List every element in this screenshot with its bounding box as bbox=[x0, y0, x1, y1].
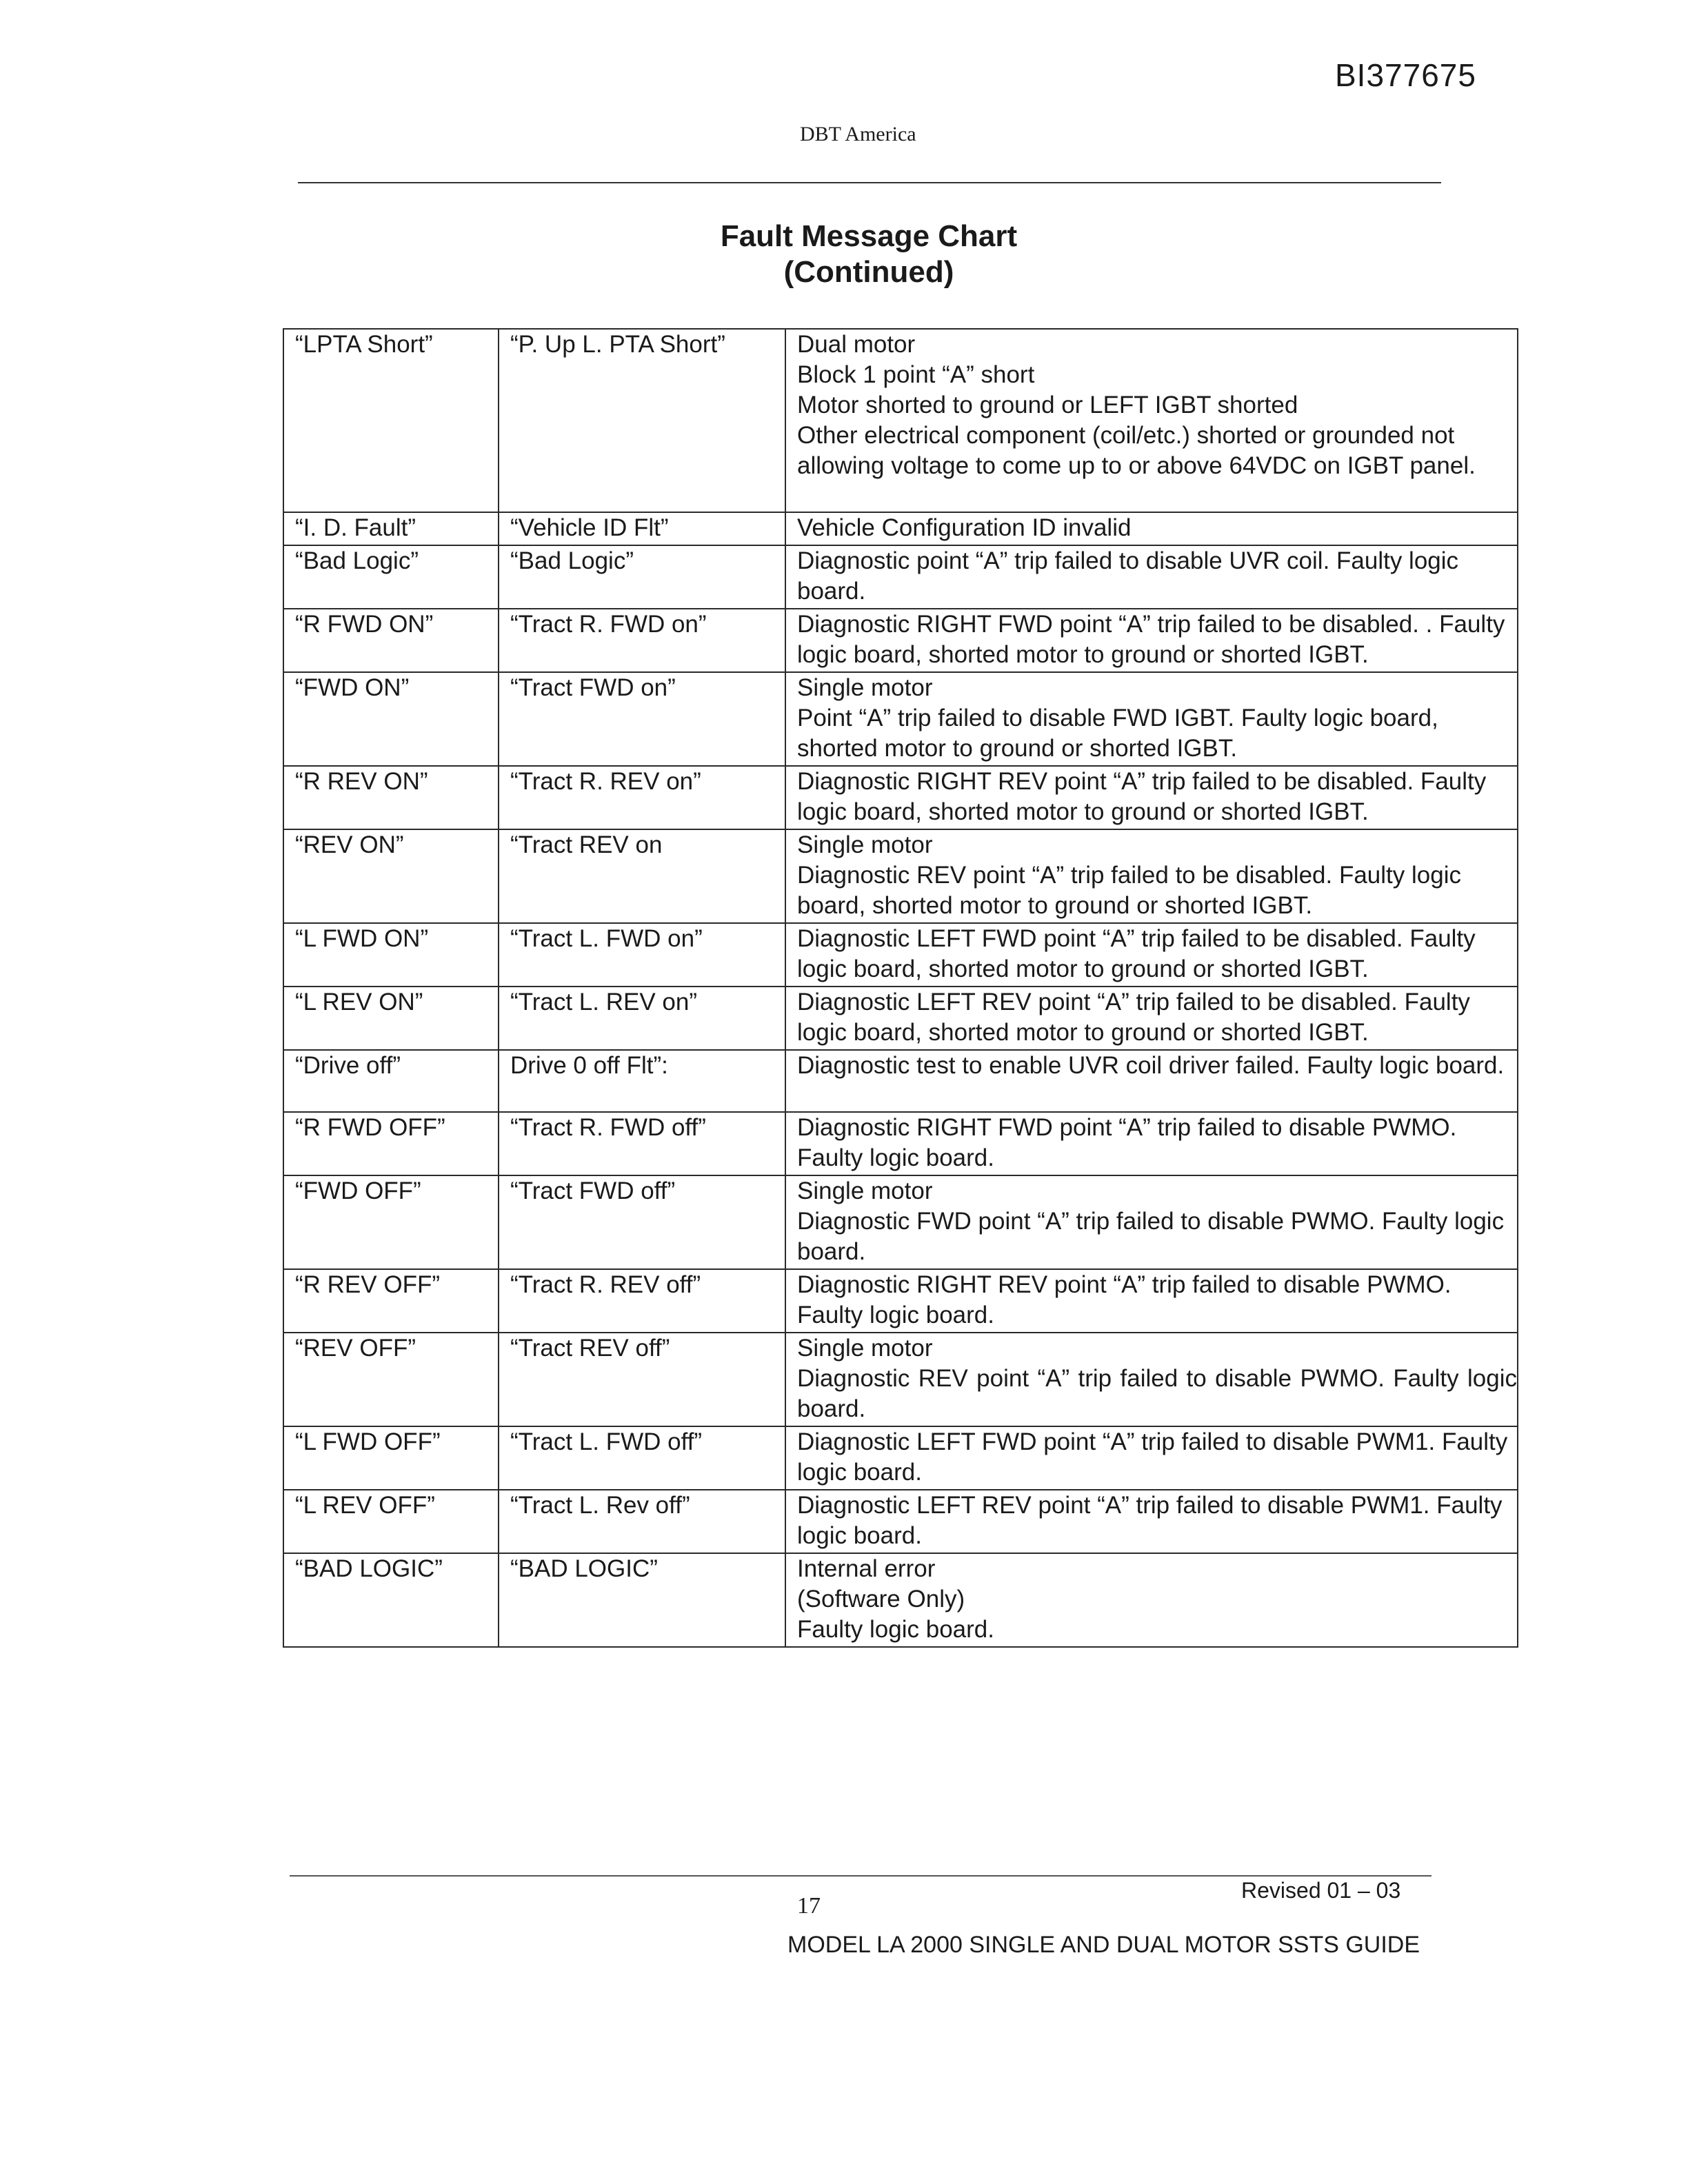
table-row bbox=[283, 1426, 1518, 1490]
display-message-cell: “LPTA Short” bbox=[283, 329, 499, 512]
footer-divider bbox=[290, 1875, 1431, 1877]
table-row bbox=[283, 987, 1518, 1050]
display-message-cell: “Bad Logic” bbox=[283, 545, 499, 609]
table-row bbox=[283, 1050, 1518, 1112]
display-message-cell: “L FWD OFF” bbox=[283, 1426, 499, 1490]
fault-name-cell: Drive 0 off Flt”: bbox=[499, 1050, 785, 1112]
table-row bbox=[283, 923, 1518, 987]
display-message-cell: “REV OFF” bbox=[283, 1333, 499, 1426]
table-row bbox=[283, 672, 1518, 766]
fault-name-cell: “Tract REV off” bbox=[499, 1333, 785, 1426]
fault-name-cell: “Tract L. FWD on” bbox=[499, 923, 785, 987]
description-cell: Single motor Diagnostic REV point “A” trip failed to be disabled. Faulty logic board, shorted motor to ground or shorted IGBT. bbox=[785, 829, 1518, 923]
fault-name-cell: “Tract FWD off” bbox=[499, 1175, 785, 1269]
description-cell: Diagnostic LEFT FWD point “A” trip failed to disable PWM1. Faulty logic board. bbox=[785, 1426, 1518, 1490]
display-message-cell: “R FWD OFF” bbox=[283, 1112, 499, 1175]
description-cell: Diagnostic LEFT REV point “A” trip failed to be disabled. Faulty logic board, shorted motor to ground or shorted IGBT. bbox=[785, 987, 1518, 1050]
fault-name-cell: “Tract L. Rev off” bbox=[499, 1490, 785, 1553]
description-cell: Diagnostic RIGHT REV point “A” trip failed to be disabled. Faulty logic board, shorted motor to ground or shorted IGBT. bbox=[785, 766, 1518, 829]
table-row bbox=[283, 829, 1518, 923]
fault-name-cell: “Tract L. FWD off” bbox=[499, 1426, 785, 1490]
table-row bbox=[283, 1269, 1518, 1333]
header-divider bbox=[298, 182, 1441, 183]
fault-name-cell: “Tract R. REV off” bbox=[499, 1269, 785, 1333]
table-row bbox=[283, 545, 1518, 609]
display-message-cell: “REV ON” bbox=[283, 829, 499, 923]
display-message-cell: “R REV OFF” bbox=[283, 1269, 499, 1333]
description-cell: Diagnostic RIGHT FWD point “A” trip failed to disable PWMO. Faulty logic board. bbox=[785, 1112, 1518, 1175]
display-message-cell: “L REV ON” bbox=[283, 987, 499, 1050]
description-cell: Diagnostic RIGHT REV point “A” trip failed to disable PWMO. Faulty logic board. bbox=[785, 1269, 1518, 1333]
fault-table-body bbox=[283, 329, 1518, 1647]
display-message-cell: “R REV ON” bbox=[283, 766, 499, 829]
fault-name-cell: “BAD LOGIC” bbox=[499, 1553, 785, 1647]
page-number: 17 bbox=[797, 1893, 821, 1919]
table-row bbox=[283, 609, 1518, 672]
table-row bbox=[283, 512, 1518, 545]
display-message-cell: “BAD LOGIC” bbox=[283, 1553, 499, 1647]
fault-name-cell: “P. Up L. PTA Short” bbox=[499, 329, 785, 512]
table-row bbox=[283, 766, 1518, 829]
fault-name-cell: “Vehicle ID Flt” bbox=[499, 512, 785, 545]
fault-name-cell: “Tract R. FWD on” bbox=[499, 609, 785, 672]
display-message-cell: “L REV OFF” bbox=[283, 1490, 499, 1553]
fault-name-cell: “Tract L. REV on” bbox=[499, 987, 785, 1050]
guide-title: MODEL LA 2000 SINGLE AND DUAL MOTOR SSTS GUIDE bbox=[787, 1932, 1420, 1958]
table-row bbox=[283, 1175, 1518, 1269]
display-message-cell: “I. D. Fault” bbox=[283, 512, 499, 545]
display-message-cell: “FWD OFF” bbox=[283, 1175, 499, 1269]
description-cell: Diagnostic LEFT REV point “A” trip failed to disable PWM1. Faulty logic board. bbox=[785, 1490, 1518, 1553]
description-cell: Vehicle Configuration ID invalid bbox=[785, 512, 1518, 545]
description-cell: Internal error (Software Only) Faulty logic board. bbox=[785, 1553, 1518, 1647]
display-message-cell: “Drive off” bbox=[283, 1050, 499, 1112]
document-id: BI377675 bbox=[1335, 57, 1476, 93]
description-cell: Diagnostic RIGHT FWD point “A” trip failed to be disabled. . Faulty logic board, shorted motor to ground or shorted IGBT. bbox=[785, 609, 1518, 672]
fault-name-cell: “Tract REV on bbox=[499, 829, 785, 923]
description-cell: Single motor Point “A” trip failed to disable FWD IGBT. Faulty logic board, shorted motor to ground or shorted IGBT. bbox=[785, 672, 1518, 766]
company-name: DBT America bbox=[800, 123, 916, 145]
fault-name-cell: “Tract R. REV on” bbox=[499, 766, 785, 829]
table-row bbox=[283, 1333, 1518, 1426]
fault-name-cell: “Tract R. FWD off” bbox=[499, 1112, 785, 1175]
table-row bbox=[283, 1553, 1518, 1647]
table-row bbox=[283, 1490, 1518, 1553]
table-row bbox=[283, 1112, 1518, 1175]
fault-message-table bbox=[283, 328, 1518, 1648]
description-cell: Single motor Diagnostic REV point “A” trip failed to disable PWMO. Faulty logic board. bbox=[785, 1333, 1518, 1426]
description-cell: Dual motor Block 1 point “A” short Motor shorted to ground or LEFT IGBT shorted Other electrical component (coil/etc.) shorted or grounded not allowing voltage to come up to or above 64VDC on IGBT panel. bbox=[785, 329, 1518, 512]
fault-name-cell: “Bad Logic” bbox=[499, 545, 785, 609]
description-cell: Diagnostic test to enable UVR coil driver failed. Faulty logic board. bbox=[785, 1050, 1518, 1112]
page-subtitle: (Continued) bbox=[783, 255, 954, 289]
description-cell: Single motor Diagnostic FWD point “A” trip failed to disable PWMO. Faulty logic board. bbox=[785, 1175, 1518, 1269]
page-title: Fault Message Chart bbox=[720, 219, 1018, 253]
description-cell: Diagnostic LEFT FWD point “A” trip failed to be disabled. Faulty logic board, shorted motor to ground or shorted IGBT. bbox=[785, 923, 1518, 987]
table-row bbox=[283, 329, 1518, 512]
revision-date: Revised 01 – 03 bbox=[1241, 1878, 1401, 1903]
display-message-cell: “L FWD ON” bbox=[283, 923, 499, 987]
display-message-cell: “R FWD ON” bbox=[283, 609, 499, 672]
fault-name-cell: “Tract FWD on” bbox=[499, 672, 785, 766]
display-message-cell: “FWD ON” bbox=[283, 672, 499, 766]
description-cell: Diagnostic point “A” trip failed to disable UVR coil. Faulty logic board. bbox=[785, 545, 1518, 609]
